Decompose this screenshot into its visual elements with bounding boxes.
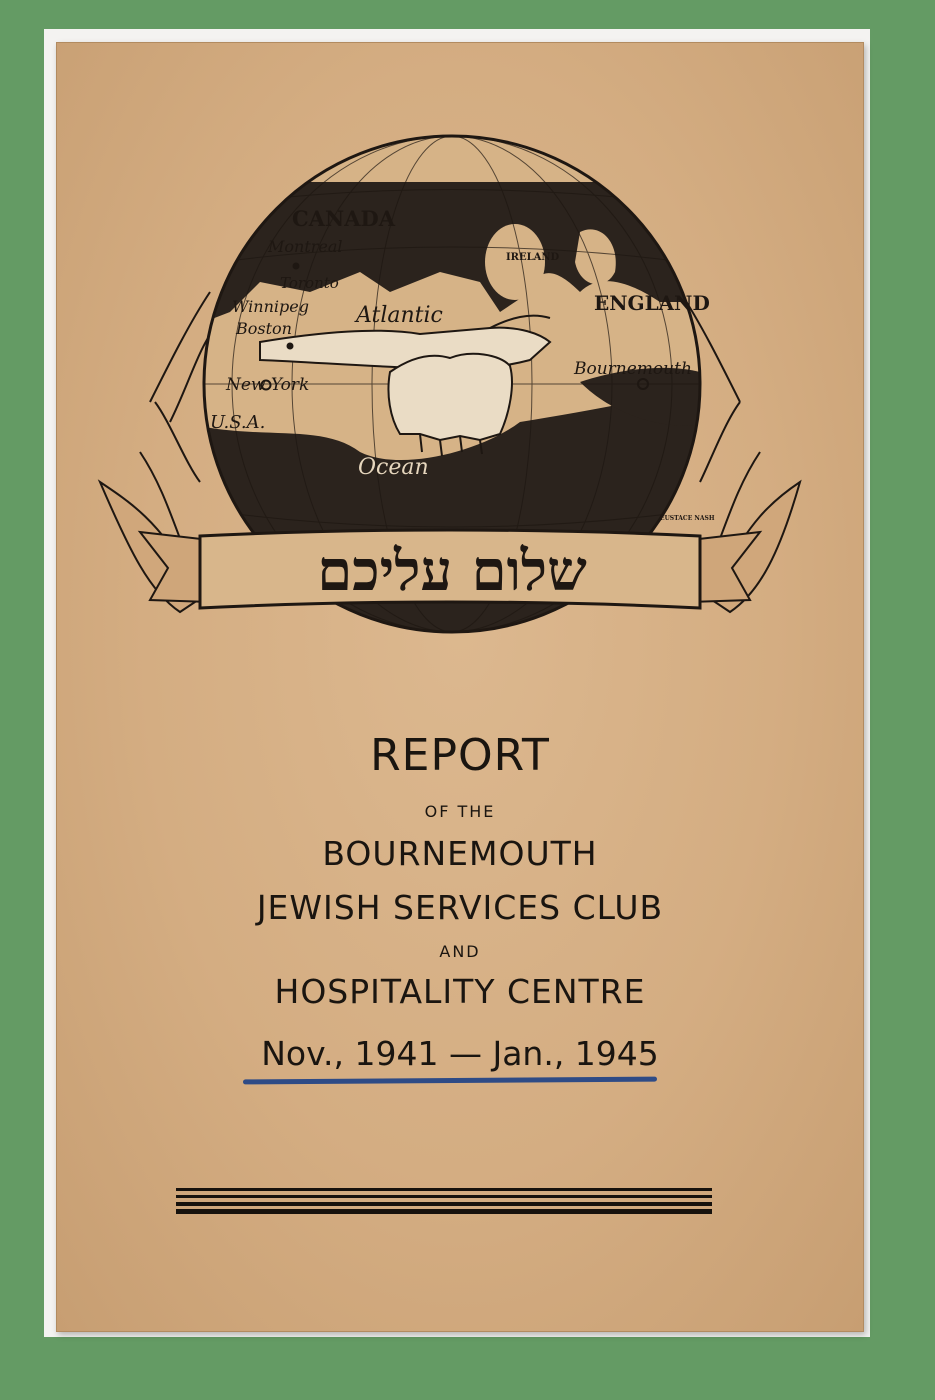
decorative-rule bbox=[176, 1195, 712, 1198]
hospitality-centre-line: HOSPITALITY CENTRE bbox=[274, 972, 646, 1011]
svg-text:Boston: Boston bbox=[236, 319, 292, 338]
svg-text:Bournemouth: Bournemouth bbox=[574, 359, 692, 379]
svg-text:Toronto: Toronto bbox=[280, 274, 339, 292]
svg-text:IRELAND: IRELAND bbox=[506, 252, 560, 263]
svg-text:Montreal: Montreal bbox=[268, 237, 343, 256]
of-the-line: OF THE bbox=[424, 802, 496, 821]
shalom-aleichem-banner bbox=[140, 530, 760, 608]
bournemouth-line: BOURNEMOUTH bbox=[322, 834, 598, 873]
decorative-rule bbox=[176, 1209, 712, 1214]
svg-text:EUSTACE NASH: EUSTACE NASH bbox=[660, 515, 715, 522]
svg-text:U.S.A.: U.S.A. bbox=[210, 412, 266, 433]
svg-text:Atlantic: Atlantic bbox=[356, 303, 443, 328]
decorative-rule bbox=[176, 1188, 712, 1191]
jewish-services-club-line: JEWISH SERVICES CLUB bbox=[256, 888, 664, 927]
svg-text:Winnipeg: Winnipeg bbox=[232, 297, 309, 316]
report-title: REPORT bbox=[370, 730, 550, 781]
svg-text:CANADA: CANADA bbox=[292, 206, 396, 231]
date-range: Nov., 1941 — Jan., 1945 bbox=[261, 1034, 659, 1073]
decorative-rule bbox=[176, 1202, 712, 1206]
svg-text:Ocean: Ocean bbox=[358, 455, 429, 480]
svg-text:ENGLAND: ENGLAND bbox=[594, 291, 710, 315]
and-line: AND bbox=[439, 942, 481, 961]
globe-handshake-illustration bbox=[60, 122, 860, 662]
svg-text:שלום עליכם: שלום עליכם bbox=[317, 538, 587, 604]
svg-text:New York: New York bbox=[226, 375, 310, 395]
